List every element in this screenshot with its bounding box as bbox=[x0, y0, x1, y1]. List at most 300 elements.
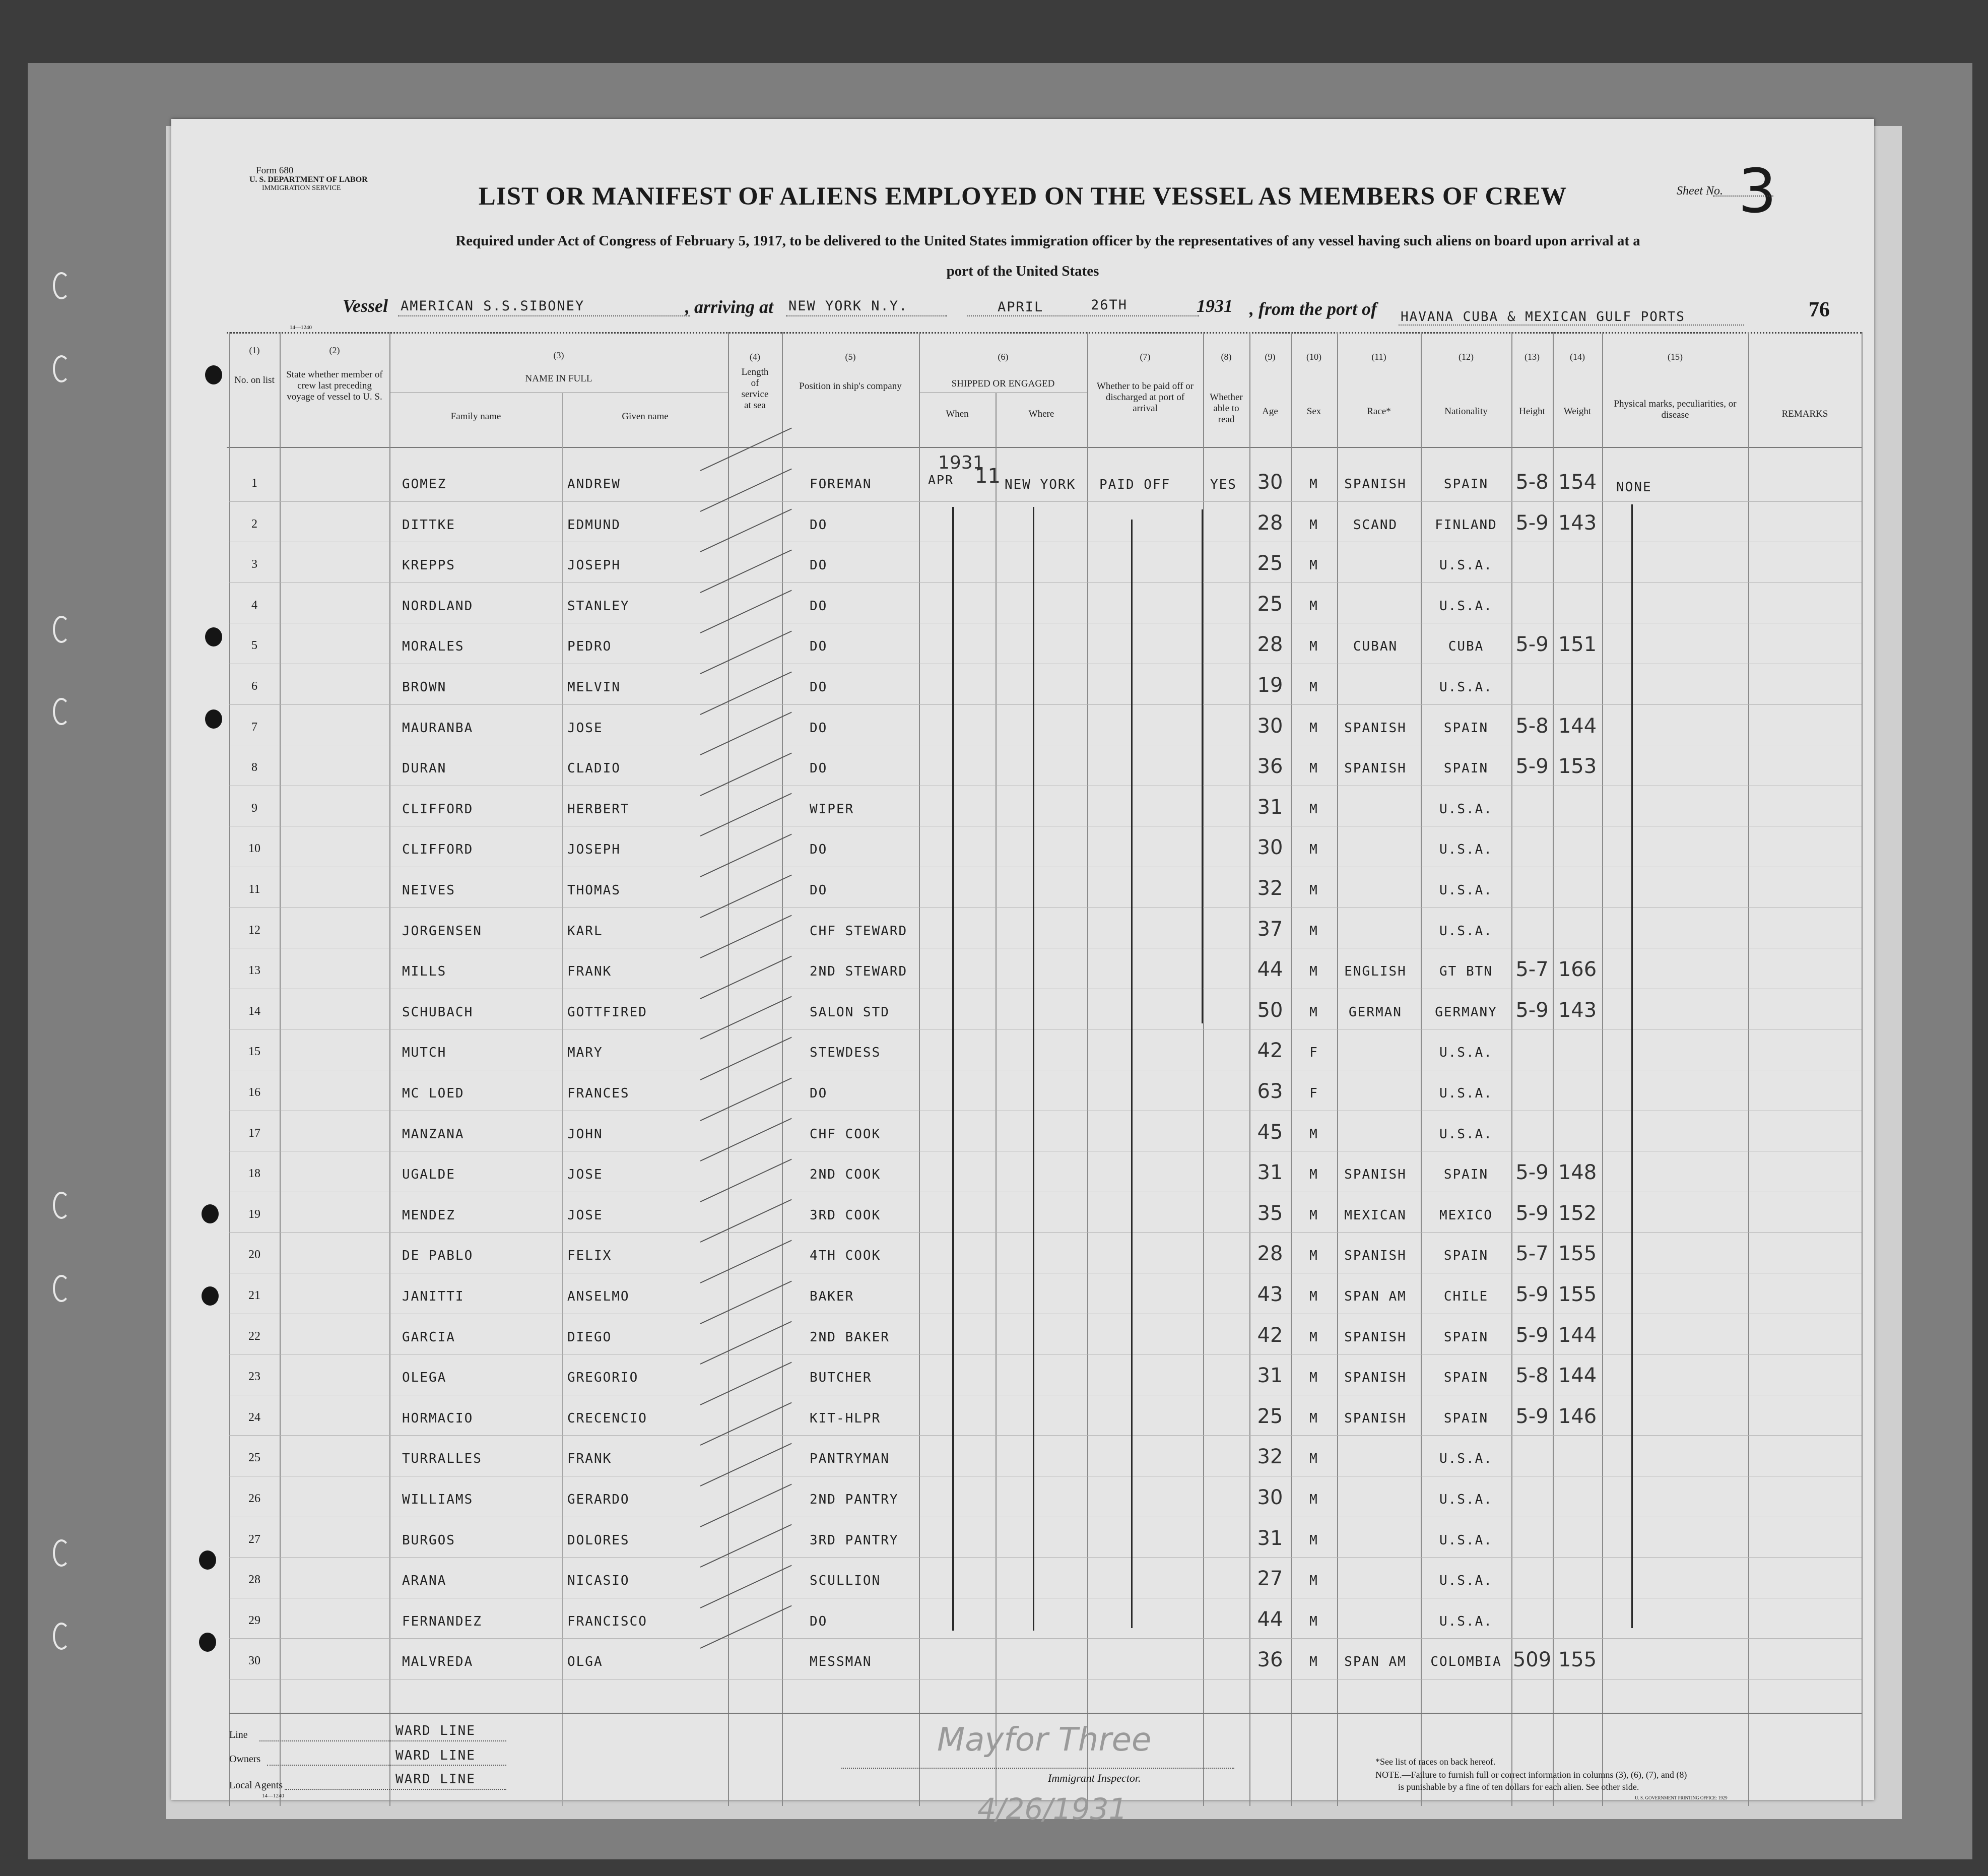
cell-no: 26 bbox=[248, 1492, 260, 1505]
cell-position: CHF STEWARD bbox=[810, 923, 908, 939]
binder-hole bbox=[53, 355, 70, 382]
cell-nationality: SPAIN bbox=[1443, 1167, 1489, 1183]
cell-no: 16 bbox=[248, 1086, 260, 1099]
agents-underline bbox=[285, 1789, 506, 1790]
cell-given-name: ANSELMO bbox=[567, 1289, 630, 1304]
cell-family-name: WILLIAMS bbox=[402, 1492, 474, 1507]
cell-position: DO bbox=[810, 842, 828, 858]
cell-age: 30 bbox=[1257, 471, 1283, 494]
port-underline bbox=[786, 315, 947, 316]
col-header-name: NAME IN FULL bbox=[525, 373, 592, 384]
cell-family-name: CLIFFORD bbox=[402, 842, 474, 858]
shipped-where: NEW YORK bbox=[1005, 477, 1076, 492]
col-header-height: Height bbox=[1519, 406, 1545, 417]
col-rule bbox=[562, 393, 563, 1806]
cell-no: 20 bbox=[248, 1248, 260, 1262]
cell-sex: M bbox=[1309, 639, 1318, 655]
cell-sex: M bbox=[1309, 1532, 1318, 1548]
cell-sex: M bbox=[1309, 1004, 1318, 1020]
cell-no: 23 bbox=[248, 1370, 260, 1384]
inspector-label: Immigrant Inspector. bbox=[1048, 1772, 1141, 1784]
cell-weight: 144 bbox=[1558, 714, 1597, 738]
cell-race: SPANISH bbox=[1344, 477, 1407, 492]
cell-sex: M bbox=[1309, 923, 1318, 939]
cell-race: SPANISH bbox=[1344, 720, 1407, 736]
able-to-read: YES bbox=[1210, 477, 1237, 492]
shipped-month: APR bbox=[928, 473, 954, 487]
cell-age: 31 bbox=[1257, 1364, 1283, 1388]
cell-age: 30 bbox=[1257, 836, 1283, 860]
cell-given-name: STANLEY bbox=[567, 598, 630, 614]
cell-family-name: UGALDE bbox=[402, 1167, 455, 1183]
cell-family-name: NORDLAND bbox=[402, 598, 474, 614]
cell-weight: 151 bbox=[1558, 633, 1597, 657]
cell-family-name: MENDEZ bbox=[402, 1207, 455, 1223]
cell-height: 5-9 bbox=[1515, 1283, 1549, 1306]
binder-hole bbox=[53, 616, 70, 643]
cell-given-name: GREGORIO bbox=[567, 1370, 639, 1386]
binder-hole bbox=[53, 1192, 70, 1219]
cell-age: 28 bbox=[1257, 511, 1283, 535]
cell-nationality: U.S.A. bbox=[1439, 1045, 1493, 1061]
cell-sex: M bbox=[1309, 842, 1318, 858]
line-underline bbox=[259, 1740, 506, 1741]
col-header-previous-voyage: State whether member of crew last preceding voyage of vessel to U. S. bbox=[286, 369, 383, 402]
table-top-border bbox=[227, 332, 1862, 334]
col-header-nationality: Nationality bbox=[1444, 406, 1488, 417]
cell-nationality: U.S.A. bbox=[1439, 923, 1493, 939]
sheet-number: 3 bbox=[1738, 157, 1777, 227]
paid-off: PAID OFF bbox=[1099, 477, 1171, 492]
binder-hole bbox=[53, 698, 70, 725]
cell-position: 2ND COOK bbox=[810, 1167, 881, 1183]
cell-weight: 143 bbox=[1558, 998, 1597, 1022]
cell-no: 3 bbox=[251, 558, 257, 571]
agents-label: Local Agents bbox=[229, 1780, 283, 1791]
cell-position: DO bbox=[810, 639, 828, 655]
from-underline bbox=[1399, 325, 1744, 326]
cell-family-name: MALVREDA bbox=[402, 1654, 474, 1670]
cell-family-name: SCHUBACH bbox=[402, 1004, 474, 1020]
punch-hole bbox=[205, 365, 222, 384]
cell-height: 5-9 bbox=[1515, 1323, 1549, 1347]
col-header-shipped: SHIPPED OR ENGAGED bbox=[951, 378, 1055, 389]
cell-given-name: GOTTFIRED bbox=[567, 1004, 647, 1020]
page-number: 76 bbox=[1809, 298, 1830, 321]
col-num-2: (2) bbox=[329, 345, 340, 355]
cell-nationality: FINLAND bbox=[1435, 517, 1497, 533]
arrival-year: 1931 bbox=[1197, 296, 1233, 316]
races-note: *See list of races on back hereof. bbox=[1375, 1757, 1496, 1767]
cell-no: 1 bbox=[251, 477, 257, 490]
cell-given-name: THOMAS bbox=[567, 883, 621, 898]
line-value: WARD LINE bbox=[395, 1723, 476, 1738]
col-rule bbox=[728, 332, 729, 1806]
cell-age: 25 bbox=[1257, 592, 1283, 616]
cell-no: 4 bbox=[251, 598, 257, 612]
col-rule bbox=[1337, 332, 1338, 1806]
cell-no: 25 bbox=[248, 1451, 260, 1465]
cell-given-name: FRANK bbox=[567, 1451, 612, 1467]
cell-age: 25 bbox=[1257, 1404, 1283, 1428]
owners-label: Owners bbox=[229, 1754, 261, 1765]
punch-hole bbox=[199, 1633, 216, 1652]
cell-age: 36 bbox=[1257, 1648, 1283, 1672]
cell-age: 28 bbox=[1257, 633, 1283, 657]
col-header-family-name: Family name bbox=[450, 411, 501, 422]
cell-nationality: SPAIN bbox=[1443, 1370, 1489, 1386]
cell-nationality: U.S.A. bbox=[1439, 558, 1493, 573]
cell-no: 10 bbox=[248, 842, 260, 856]
cell-age: 44 bbox=[1257, 1607, 1283, 1631]
side-code: 14—1240 bbox=[290, 325, 312, 331]
agents-code: 14—1240 bbox=[262, 1793, 284, 1799]
cell-position: DO bbox=[810, 598, 828, 614]
cell-given-name: MELVIN bbox=[567, 680, 621, 695]
col-rule bbox=[1862, 332, 1863, 1806]
form-subtitle-2: port of the United States bbox=[946, 263, 1099, 279]
binder-hole bbox=[53, 272, 70, 299]
cell-age: 30 bbox=[1257, 1486, 1283, 1509]
cell-family-name: FERNANDEZ bbox=[402, 1613, 482, 1629]
col-header-position: Position in ship's company bbox=[799, 381, 902, 392]
row-rule bbox=[229, 1557, 1862, 1558]
cell-no: 27 bbox=[248, 1532, 260, 1546]
cell-age: 31 bbox=[1257, 1161, 1283, 1185]
col-num-13: (13) bbox=[1525, 352, 1540, 362]
cell-family-name: DE PABLO bbox=[402, 1248, 474, 1264]
row-rule bbox=[229, 501, 1862, 502]
col-header-remarks: REMARKS bbox=[1781, 409, 1828, 419]
cell-no: 29 bbox=[248, 1613, 260, 1627]
col-rule bbox=[280, 332, 281, 1806]
cell-weight: 155 bbox=[1558, 1242, 1597, 1266]
cell-sex: M bbox=[1309, 1207, 1318, 1223]
cell-height: 5-9 bbox=[1515, 633, 1549, 657]
cell-age: 27 bbox=[1257, 1567, 1283, 1591]
punch-hole bbox=[202, 1204, 219, 1223]
cell-sex: F bbox=[1309, 1045, 1318, 1061]
cell-position: CHF COOK bbox=[810, 1126, 881, 1142]
cell-race: SPANISH bbox=[1344, 1410, 1407, 1426]
cell-position: DO bbox=[810, 761, 828, 777]
cell-height: 5-9 bbox=[1515, 1161, 1549, 1185]
check-mark bbox=[700, 428, 792, 471]
cell-height: 5-8 bbox=[1515, 714, 1549, 738]
cell-given-name: JOSE bbox=[567, 720, 603, 736]
cell-weight: 144 bbox=[1558, 1364, 1597, 1388]
cell-family-name: MILLS bbox=[402, 964, 447, 980]
binder-hole bbox=[53, 1275, 70, 1302]
col-header-weight: Weight bbox=[1563, 406, 1592, 417]
cell-race: SPANISH bbox=[1344, 1370, 1407, 1386]
cell-sex: M bbox=[1309, 1573, 1318, 1589]
binder-hole bbox=[53, 1623, 70, 1650]
cell-given-name: CRECENCIO bbox=[567, 1410, 647, 1426]
owners-underline bbox=[267, 1765, 506, 1766]
cell-age: 28 bbox=[1257, 1242, 1283, 1266]
cell-family-name: TURRALLES bbox=[402, 1451, 482, 1467]
cell-given-name: FRANCES bbox=[567, 1086, 630, 1101]
cell-age: 32 bbox=[1257, 1445, 1283, 1469]
service-name: IMMIGRATION SERVICE bbox=[262, 184, 341, 192]
cell-given-name: DOLORES bbox=[567, 1532, 630, 1548]
cell-given-name: JOSEPH bbox=[567, 558, 621, 573]
cell-given-name: PEDRO bbox=[567, 639, 612, 655]
arrival-port: NEW YORK N.Y. bbox=[788, 298, 908, 314]
cell-nationality: GT BTN bbox=[1439, 964, 1493, 980]
cell-given-name: HERBERT bbox=[567, 801, 630, 817]
cell-given-name: FRANCISCO bbox=[567, 1613, 647, 1629]
col-rule bbox=[1553, 332, 1554, 1806]
cell-age: 35 bbox=[1257, 1201, 1283, 1225]
cell-family-name: GOMEZ bbox=[402, 477, 447, 492]
cell-position: KIT-HLPR bbox=[810, 1410, 881, 1426]
ditto-line-read bbox=[1202, 509, 1203, 1023]
manifest-page bbox=[171, 119, 1874, 1826]
cell-no: 21 bbox=[248, 1289, 260, 1302]
col-num-8: (8) bbox=[1221, 352, 1232, 362]
header-bottom-border bbox=[227, 447, 1862, 448]
cell-nationality: CHILE bbox=[1443, 1289, 1489, 1304]
cell-nationality: SPAIN bbox=[1443, 477, 1489, 492]
shipped-year: 1931 bbox=[938, 452, 984, 473]
cell-age: 37 bbox=[1257, 917, 1283, 941]
cell-no: 15 bbox=[248, 1045, 260, 1059]
cell-height: 5-7 bbox=[1515, 1242, 1549, 1266]
cell-nationality: MEXICO bbox=[1439, 1207, 1493, 1223]
cell-position: FOREMAN bbox=[810, 477, 872, 492]
cell-sex: M bbox=[1309, 964, 1318, 980]
col-header-physical-marks: Physical marks, peculiarities, or disease bbox=[1614, 399, 1737, 420]
vessel-name: AMERICAN S.S.SIBONEY bbox=[401, 298, 585, 314]
cell-sex: M bbox=[1309, 1289, 1318, 1304]
cell-height: 5-7 bbox=[1515, 958, 1549, 982]
cell-age: 31 bbox=[1257, 795, 1283, 819]
cell-weight: 144 bbox=[1558, 1323, 1597, 1347]
col-rule bbox=[1203, 332, 1204, 1806]
col-rule bbox=[1087, 332, 1088, 1806]
cell-race: CUBAN bbox=[1353, 639, 1398, 655]
cell-sex: M bbox=[1309, 477, 1318, 492]
cell-position: DO bbox=[810, 883, 828, 898]
cell-no: 6 bbox=[251, 680, 257, 693]
cell-sex: M bbox=[1309, 761, 1318, 777]
cell-nationality: SPAIN bbox=[1443, 1329, 1489, 1345]
col-header-given-name: Given name bbox=[622, 411, 669, 422]
cell-race: SPAN AM bbox=[1344, 1289, 1407, 1304]
row-rule bbox=[229, 704, 1862, 705]
cell-sex: M bbox=[1309, 1492, 1318, 1507]
cell-age: 31 bbox=[1257, 1526, 1283, 1550]
col-num-1: (1) bbox=[249, 345, 260, 355]
ditto-line-when bbox=[952, 507, 954, 1631]
cell-position: BUTCHER bbox=[810, 1370, 872, 1386]
punch-hole bbox=[205, 627, 222, 646]
row-rule bbox=[229, 1435, 1862, 1436]
cell-nationality: U.S.A. bbox=[1439, 680, 1493, 695]
col-num-11: (11) bbox=[1371, 352, 1386, 362]
cell-sex: M bbox=[1309, 1126, 1318, 1142]
col-header-sex: Sex bbox=[1306, 406, 1321, 417]
cell-age: 43 bbox=[1257, 1283, 1283, 1306]
from-port: HAVANA CUBA & MEXICAN GULF PORTS bbox=[1401, 309, 1685, 325]
col-header-able-read: Whether able to read bbox=[1210, 392, 1243, 425]
cell-nationality: U.S.A. bbox=[1439, 1492, 1493, 1507]
cell-race: SPANISH bbox=[1344, 1248, 1407, 1264]
cell-family-name: KREPPS bbox=[402, 558, 455, 573]
cell-age: 42 bbox=[1257, 1323, 1283, 1347]
col-header-age: Age bbox=[1262, 406, 1278, 417]
cell-no: 13 bbox=[248, 964, 260, 978]
cell-no: 5 bbox=[251, 639, 257, 653]
cell-position: 3RD PANTRY bbox=[810, 1532, 899, 1548]
ditto-line-physical bbox=[1631, 504, 1633, 1628]
col-header-service-length: Length of service at sea bbox=[741, 367, 769, 411]
cell-family-name: JANITTI bbox=[402, 1289, 465, 1304]
cell-weight: 148 bbox=[1558, 1161, 1597, 1185]
row-rule bbox=[229, 1638, 1862, 1639]
cell-given-name: ANDREW bbox=[567, 477, 621, 492]
cell-given-name: JOSE bbox=[567, 1167, 603, 1183]
cell-given-name: FRANK bbox=[567, 964, 612, 980]
cell-no: 22 bbox=[248, 1329, 260, 1343]
cell-given-name: GERARDO bbox=[567, 1492, 630, 1507]
cell-sex: M bbox=[1309, 598, 1318, 614]
cell-race: SCAND bbox=[1353, 517, 1398, 533]
cell-age: 30 bbox=[1257, 714, 1283, 738]
cell-race: GERMAN bbox=[1349, 1004, 1402, 1020]
cell-no: 11 bbox=[248, 883, 260, 896]
cell-race: MEXICAN bbox=[1344, 1207, 1407, 1223]
cell-position: DO bbox=[810, 680, 828, 695]
ditto-line-paid bbox=[1131, 520, 1133, 1628]
cell-weight: 153 bbox=[1558, 755, 1597, 779]
cell-given-name: JOSEPH bbox=[567, 842, 621, 858]
arrival-month: APRIL bbox=[998, 299, 1044, 315]
inspector-underline bbox=[841, 1768, 1234, 1769]
cell-position: 2ND BAKER bbox=[810, 1329, 890, 1345]
cell-position: 2ND STEWARD bbox=[810, 964, 908, 980]
cell-nationality: U.S.A. bbox=[1439, 842, 1493, 858]
sheet-underline bbox=[1713, 196, 1773, 197]
vessel-underline bbox=[398, 315, 690, 316]
cell-family-name: DURAN bbox=[402, 761, 447, 777]
cell-age: 45 bbox=[1257, 1120, 1283, 1144]
printing-office: U. S. GOVERNMENT PRINTING OFFICE: 1929 bbox=[1635, 1795, 1728, 1800]
cell-race: SPAN AM bbox=[1344, 1654, 1407, 1670]
col-header-no: No. on list bbox=[234, 375, 275, 385]
from-label: , from the port of bbox=[1249, 299, 1377, 319]
inspector-date: 4/26/1931 bbox=[977, 1792, 1128, 1826]
cell-family-name: JORGENSEN bbox=[402, 923, 482, 939]
col-rule bbox=[1602, 332, 1603, 1806]
cell-no: 30 bbox=[248, 1654, 260, 1668]
col-num-7: (7) bbox=[1140, 352, 1151, 362]
cell-height: 5-9 bbox=[1515, 998, 1549, 1022]
cell-given-name: FELIX bbox=[567, 1248, 612, 1264]
cell-age: 25 bbox=[1257, 552, 1283, 575]
col-num-3: (3) bbox=[553, 350, 564, 360]
punch-hole bbox=[199, 1550, 216, 1570]
cell-family-name: OLEGA bbox=[402, 1370, 447, 1386]
cell-sex: M bbox=[1309, 883, 1318, 898]
cell-age: 36 bbox=[1257, 755, 1283, 779]
cell-given-name: KARL bbox=[567, 923, 603, 939]
cell-family-name: BROWN bbox=[402, 680, 447, 695]
cell-sex: M bbox=[1309, 1410, 1318, 1426]
cell-nationality: SPAIN bbox=[1443, 1248, 1489, 1264]
cell-sex: M bbox=[1309, 1451, 1318, 1467]
cell-given-name: NICASIO bbox=[567, 1573, 630, 1589]
cell-no: 17 bbox=[248, 1126, 260, 1140]
cell-nationality: SPAIN bbox=[1443, 1410, 1489, 1426]
cell-position: 3RD COOK bbox=[810, 1207, 881, 1223]
cell-given-name: OLGA bbox=[567, 1654, 603, 1670]
cell-weight: 154 bbox=[1558, 471, 1597, 494]
cell-position: SCULLION bbox=[810, 1573, 881, 1589]
cell-family-name: NEIVES bbox=[402, 883, 455, 898]
line-label: Line bbox=[229, 1729, 248, 1740]
cell-position: PANTRYMAN bbox=[810, 1451, 890, 1467]
cell-age: 42 bbox=[1257, 1039, 1283, 1063]
sheet-label: Sheet No. bbox=[1677, 184, 1723, 198]
cell-age: 63 bbox=[1257, 1080, 1283, 1103]
inspector-signature: Mayfor Three bbox=[937, 1721, 1152, 1759]
cell-family-name: DITTKE bbox=[402, 517, 455, 533]
cell-weight: 155 bbox=[1558, 1283, 1597, 1306]
cell-sex: M bbox=[1309, 1370, 1318, 1386]
cell-position: 4TH COOK bbox=[810, 1248, 881, 1264]
col-rule bbox=[389, 332, 390, 1806]
cell-nationality: U.S.A. bbox=[1439, 1126, 1493, 1142]
cell-age: 44 bbox=[1257, 958, 1283, 982]
col-num-12: (12) bbox=[1459, 352, 1474, 362]
cell-given-name: CLADIO bbox=[567, 761, 621, 777]
cell-height: 5-9 bbox=[1515, 511, 1549, 535]
cell-age: 50 bbox=[1257, 998, 1283, 1022]
cell-no: 28 bbox=[248, 1573, 260, 1587]
cell-height: 5-9 bbox=[1515, 755, 1549, 779]
cell-age: 32 bbox=[1257, 877, 1283, 900]
cell-height: 5-9 bbox=[1515, 1201, 1549, 1225]
cell-sex: M bbox=[1309, 1329, 1318, 1345]
cell-sex: M bbox=[1309, 1167, 1318, 1183]
cell-race: SPANISH bbox=[1344, 761, 1407, 777]
arrival-day: 26TH bbox=[1091, 297, 1128, 313]
cell-nationality: U.S.A. bbox=[1439, 1532, 1493, 1548]
cell-given-name: JOSE bbox=[567, 1207, 603, 1223]
cell-nationality: SPAIN bbox=[1443, 720, 1489, 736]
penalty-note-2: is punishable by a fine of ten dollars for each alien. See other side. bbox=[1398, 1782, 1639, 1792]
col-num-10: (10) bbox=[1306, 352, 1321, 362]
agents-value: WARD LINE bbox=[395, 1772, 476, 1787]
cell-family-name: CLIFFORD bbox=[402, 801, 474, 817]
cell-height: 509 bbox=[1512, 1648, 1552, 1672]
cell-height: 5-8 bbox=[1515, 471, 1549, 494]
col-num-4: (4) bbox=[750, 352, 760, 362]
cell-no: 14 bbox=[248, 1004, 260, 1018]
cell-weight: 146 bbox=[1558, 1404, 1597, 1428]
cell-sex: M bbox=[1309, 1654, 1318, 1670]
cell-family-name: HORMACIO bbox=[402, 1410, 474, 1426]
col-header-where: Where bbox=[1028, 409, 1054, 419]
cell-nationality: COLOMBIA bbox=[1430, 1654, 1502, 1670]
cell-nationality: U.S.A. bbox=[1439, 801, 1493, 817]
cell-weight: 143 bbox=[1558, 511, 1597, 535]
punch-hole bbox=[205, 709, 222, 729]
date-underline bbox=[967, 315, 1199, 316]
